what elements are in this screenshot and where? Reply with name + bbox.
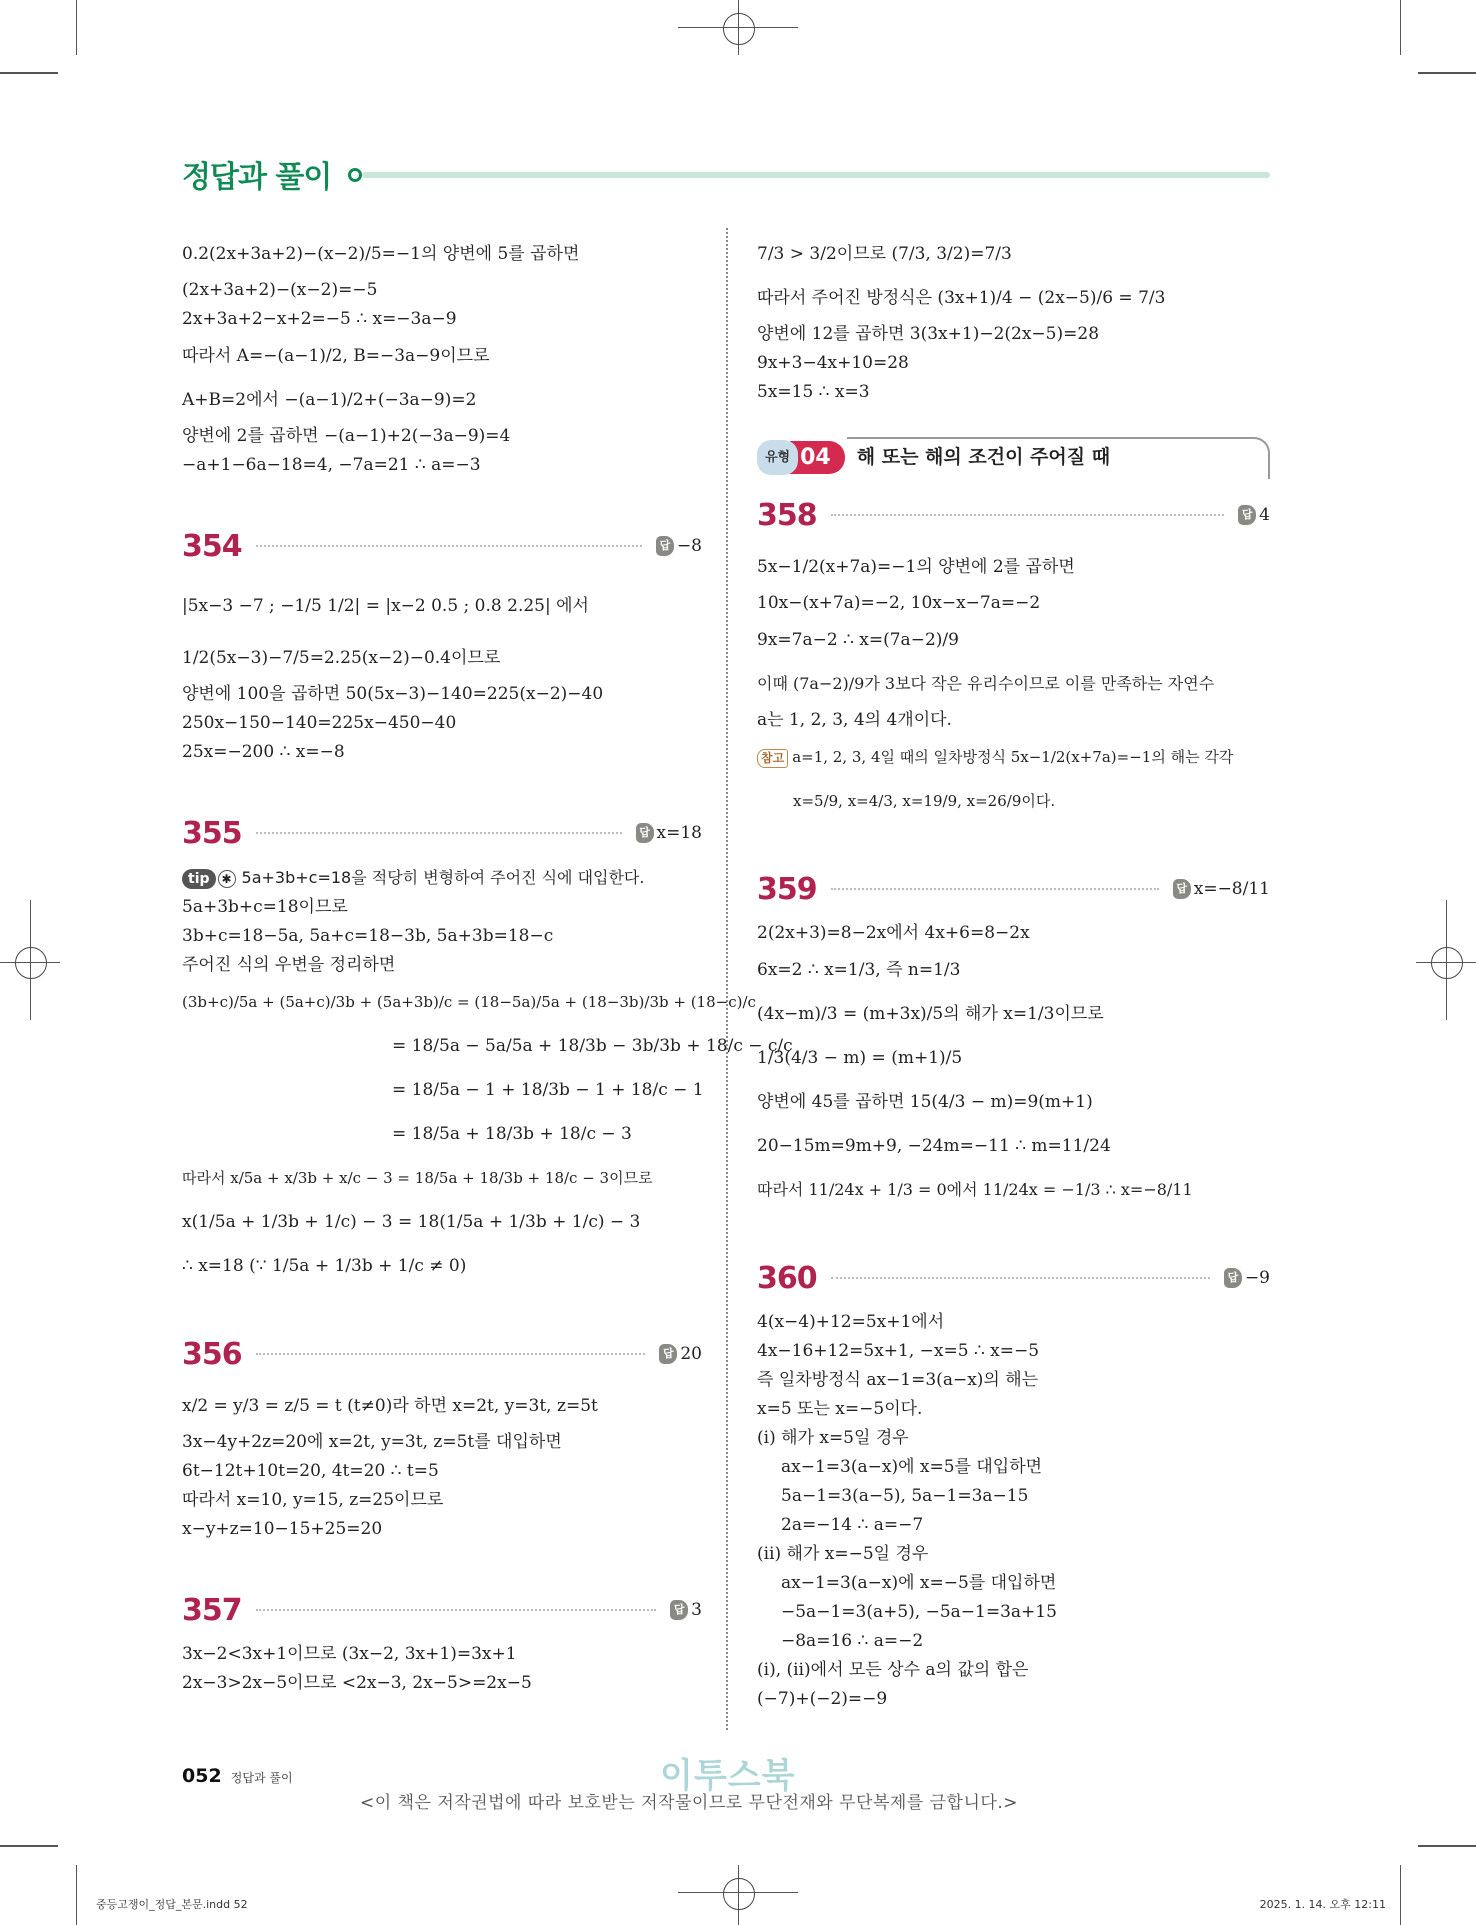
copyright-notice: <이 책은 저작권법에 따라 보호받는 저작물이므로 무단전재와 무단복제를 금합니다.> <box>360 1793 1018 1813</box>
solution-line: 따라서 A=−(a−1)/2, B=−3a−9이므로 <box>182 346 490 366</box>
answer <box>1238 501 1270 530</box>
solution-line: 1/3(4/3 − m) = (m+1)/5 <box>757 1048 963 1068</box>
problem-number: 356 <box>182 1336 242 1372</box>
tip-line <box>182 863 702 893</box>
answer <box>670 1596 702 1625</box>
page-footer <box>182 1765 293 1787</box>
solution-line: 따라서 주어진 방정식은 (3x+1)/4 − (2x−5)/6 = 7/3 <box>757 288 1166 308</box>
solution-line: 따라서 x/5a + x/3b + x/c − 3 = 18/5a + 18/3b + 18/c − 3이므로 <box>182 1169 653 1187</box>
print-slug-date: 2025. 1. 14. 오후 12:11 <box>1259 1898 1386 1911</box>
answer-badge-icon: 답 <box>1238 505 1256 525</box>
continued-solution <box>182 232 702 480</box>
answer-badge-icon: 답 <box>656 536 674 556</box>
problem-number: 360 <box>757 1260 817 1296</box>
answer <box>659 1340 702 1369</box>
solution-line: 2(2x+3)=8−2x에서 4x+6=8−2x <box>757 923 1030 943</box>
type-title: 해 또는 해의 조건이 주어질 때 <box>857 443 1110 472</box>
problem-number: 359 <box>757 871 817 907</box>
solution-line: 따라서 11/24x + 1/3 = 0에서 11/24x = −1/3 ∴ x=−8/11 <box>757 1180 1193 1199</box>
dotted-leader <box>256 832 622 834</box>
solution-line: (4x−m)/3 = (m+3x)/5의 해가 x=1/3이므로 <box>757 1004 1104 1024</box>
solution-line: 이때 (7a−2)/9가 3보다 작은 유리수이므로 이를 만족하는 자연수 <box>757 674 1215 693</box>
solution-line: 3b+c=18−5a, 5a+c=18−3b, 5a+3b=18−c <box>182 926 554 946</box>
solution-line: 주어진 식의 우변을 정리하면 <box>182 955 396 975</box>
answer <box>636 819 702 848</box>
page-footer-label: 정답과 풀이 <box>230 1771 293 1785</box>
solution-line: 9x=7a−2 ∴ x=(7a−2)/9 <box>757 630 959 650</box>
dotted-leader <box>831 514 1225 516</box>
solution-line: 양변에 2를 곱하면 −(a−1)+2(−3a−9)=4 <box>182 426 511 446</box>
solution-line: 따라서 x=10, y=15, z=25이므로 <box>182 1490 444 1510</box>
tip-text: 5a+3b+c=18을 적당히 변형하여 주어진 식에 대입한다. <box>241 868 645 887</box>
solution-line: −a+1−6a−18=4, −7a=21 ∴ a=−3 <box>182 455 481 475</box>
solution-line: x(1/5a + 1/3b + 1/c) − 3 = 18(1/5a + 1/3b + 1/c) − 3 <box>182 1212 641 1232</box>
right-column <box>757 232 1270 1714</box>
page-title: 정답과 풀이 <box>182 160 332 195</box>
dotted-leader <box>256 1609 657 1611</box>
answer-value: −9 <box>1244 1267 1270 1288</box>
solution-line: 20−15m=9m+9, −24m=−11 ∴ m=11/24 <box>757 1136 1111 1156</box>
asterisk-icon: ✱ <box>218 870 236 888</box>
solution-line: −8a=16 ∴ a=−2 <box>781 1631 924 1651</box>
solution-line: (−7)+(−2)=−9 <box>757 1689 888 1709</box>
problem-356 <box>182 1334 702 1544</box>
crop-mark-left-top <box>0 72 58 74</box>
type-number: 04 <box>790 441 845 474</box>
solution-line: 양변에 100을 곱하면 50(5x−3)−140=225(x−2)−40 <box>182 684 604 704</box>
problem-header <box>182 526 702 566</box>
problem-header <box>182 813 702 853</box>
solution-line: 양변에 12를 곱하면 3(3x+1)−2(2x−5)=28 <box>757 324 1100 344</box>
answer-value: 4 <box>1259 504 1270 525</box>
answer-value: x=−8/11 <box>1193 878 1270 899</box>
column-divider <box>726 228 728 1730</box>
title-bullet-icon <box>348 168 362 182</box>
answer <box>656 532 702 561</box>
crop-mark-top-left <box>76 0 77 55</box>
solution-line: x−y+z=10−15+25=20 <box>182 1519 383 1539</box>
page-number: 052 <box>182 1765 222 1787</box>
crop-mark-right-bottom <box>1418 1845 1476 1847</box>
problem-header <box>182 1590 702 1630</box>
solution-line: ∴ x=18 (∵ 1/5a + 1/3b + 1/c ≠ 0) <box>182 1256 467 1276</box>
solution-line: 2x−3>2x−5이므로 <2x−3, 2x−5>=2x−5 <box>182 1673 532 1693</box>
solution-line: 6x=2 ∴ x=1/3, 즉 n=1/3 <box>757 960 961 980</box>
answer-badge-icon: 답 <box>670 1600 688 1620</box>
registration-mark-top-circle <box>723 13 755 45</box>
answer <box>1173 875 1270 904</box>
solution-line: 즉 일차방정식 ax−1=3(a−x)의 해는 <box>757 1370 1039 1390</box>
registration-mark-bottom-circle <box>723 1878 755 1910</box>
answer-badge-icon: 답 <box>659 1344 677 1364</box>
case-heading: (ⅱ) 해가 x=−5일 경우 <box>757 1544 929 1564</box>
crop-mark-top-right <box>1400 0 1401 55</box>
solution-line: x=5 또는 x=−5이다. <box>757 1399 923 1419</box>
solution-line: 5a−1=3(a−5), 5a−1=3a−15 <box>781 1486 1029 1506</box>
solution-line: (ⅰ), (ⅱ)에서 모든 상수 a의 값의 합은 <box>757 1660 1029 1680</box>
solution-line: 5x−1/2(x+7a)=−1의 양변에 2를 곱하면 <box>757 557 1075 577</box>
problem-360 <box>757 1258 1270 1714</box>
problem-header <box>757 869 1270 909</box>
note-badge: 참고 <box>757 749 788 768</box>
solution-line: 4x−16+12=5x+1, −x=5 ∴ x=−5 <box>757 1341 1040 1361</box>
solution-line: = 18/5a + 18/3b + 18/c − 3 <box>392 1124 632 1144</box>
solution-line: 5x=15 ∴ x=3 <box>757 382 870 402</box>
note-text: a=1, 2, 3, 4일 때의 일차방정식 5x−1/2(x+7a)=−1의 해는 각각 <box>792 748 1234 766</box>
solution-line: 10x−(x+7a)=−2, 10x−x−7a=−2 <box>757 593 1041 613</box>
problem-359 <box>757 869 1270 1212</box>
solution-line: 0.2(2x+3a+2)−(x−2)/5=−1의 양변에 5를 곱하면 <box>182 244 580 264</box>
publisher-watermark: 이투스북 <box>660 1756 796 1796</box>
solution-line: A+B=2에서 −(a−1)/2+(−3a−9)=2 <box>182 390 477 410</box>
solution-line: 3x−2<3x+1이므로 (3x−2, 3x+1)=3x+1 <box>182 1644 517 1664</box>
problem-354 <box>182 526 702 767</box>
crop-mark-right-top <box>1418 72 1476 74</box>
answer <box>1224 1264 1270 1293</box>
solution-line: = 18/5a − 1 + 18/3b − 1 + 18/c − 1 <box>392 1080 704 1100</box>
solution-line: 3x−4y+2z=20에 x=2t, y=3t, z=5t를 대입하면 <box>182 1432 562 1452</box>
answer-value: x=18 <box>656 822 702 843</box>
registration-mark-right-circle <box>1431 947 1463 979</box>
tip-badge: tip <box>182 869 216 889</box>
solution-line: 6t−12t+10t=20, 4t=20 ∴ t=5 <box>182 1461 439 1481</box>
solution-line: ax−1=3(a−x)에 x=−5를 대입하면 <box>781 1573 1057 1593</box>
solution-line: (2x+3a+2)−(x−2)=−5 <box>182 280 378 300</box>
problem-header <box>182 1334 702 1374</box>
solution-line: |5x−3 −7 ; −1/5 1/2| = |x−2 0.5 ; 0.8 2.25| 에서 <box>182 596 589 616</box>
solution-line: 25x=−200 ∴ x=−8 <box>182 742 345 762</box>
solution-line: 2a=−14 ∴ a=−7 <box>781 1515 924 1535</box>
answer-value: 20 <box>680 1343 702 1364</box>
continued-solution <box>757 232 1270 407</box>
dotted-leader <box>831 888 1159 890</box>
solution-line: = 18/5a − 5a/5a + 18/3b − 3b/3b + 18/c − c/c <box>392 1036 793 1056</box>
note-line <box>757 735 1270 779</box>
dotted-leader <box>256 1353 646 1355</box>
solution-line: 5a+3b+c=18이므로 <box>182 897 348 917</box>
solution-line: (3b+c)/5a + (5a+c)/3b + (5a+3b)/c = (18−5a)/5a + (18−3b)/3b + (18−c)/c <box>182 993 756 1011</box>
solution-line: ax−1=3(a−x)에 x=5를 대입하면 <box>781 1457 1043 1477</box>
solution-line: x/2 = y/3 = z/5 = t (t≠0)라 하면 x=2t, y=3t, z=5t <box>182 1396 598 1416</box>
problem-header <box>757 1258 1270 1298</box>
crop-mark-left-bottom <box>0 1845 58 1847</box>
crop-mark-bottom-right <box>1400 1865 1401 1925</box>
note-line: x=5/9, x=4/3, x=19/9, x=26/9이다. <box>793 792 1056 810</box>
type-label: 유형 <box>757 440 798 475</box>
type-section-header <box>757 437 1270 477</box>
problem-number: 357 <box>182 1592 242 1628</box>
solution-line: a는 1, 2, 3, 4의 4개이다. <box>757 710 952 730</box>
title-rule <box>362 172 1270 178</box>
problem-header <box>757 495 1270 535</box>
case-heading: (ⅰ) 해가 x=5일 경우 <box>757 1428 909 1448</box>
solution-line: 4(x−4)+12=5x+1에서 <box>757 1312 945 1332</box>
problem-358 <box>757 495 1270 823</box>
crop-mark-bottom-left <box>76 1865 77 1925</box>
problem-number: 358 <box>757 497 817 533</box>
dotted-leader <box>831 1277 1210 1279</box>
solution-line: 9x+3−4x+10=28 <box>757 353 909 373</box>
solution-line: −5a−1=3(a+5), −5a−1=3a+15 <box>781 1602 1057 1622</box>
registration-mark-left-circle <box>15 947 47 979</box>
answer-value: −8 <box>676 535 702 556</box>
solution-line: 250x−150−140=225x−450−40 <box>182 713 457 733</box>
solution-line: 7/3 > 3/2이므로 (7/3, 3/2)=7/3 <box>757 244 1012 264</box>
solution-line: 2x+3a+2−x+2=−5 ∴ x=−3a−9 <box>182 309 457 329</box>
answer-badge-icon: 답 <box>1173 879 1191 899</box>
answer-badge-icon: 답 <box>636 823 654 843</box>
print-slug-file: 중등고쟁이_정답_본문.indd 52 <box>96 1898 248 1911</box>
problem-number: 354 <box>182 528 242 564</box>
answer-value: 3 <box>691 1599 702 1620</box>
solution-line: 양변에 45를 곱하면 15(4/3 − m)=9(m+1) <box>757 1092 1093 1112</box>
problem-number: 355 <box>182 815 242 851</box>
dotted-leader <box>256 545 642 547</box>
solution-line: 1/2(5x−3)−7/5=2.25(x−2)−0.4이므로 <box>182 648 501 668</box>
answer-badge-icon: 답 <box>1224 1268 1242 1288</box>
problem-357 <box>182 1590 702 1698</box>
